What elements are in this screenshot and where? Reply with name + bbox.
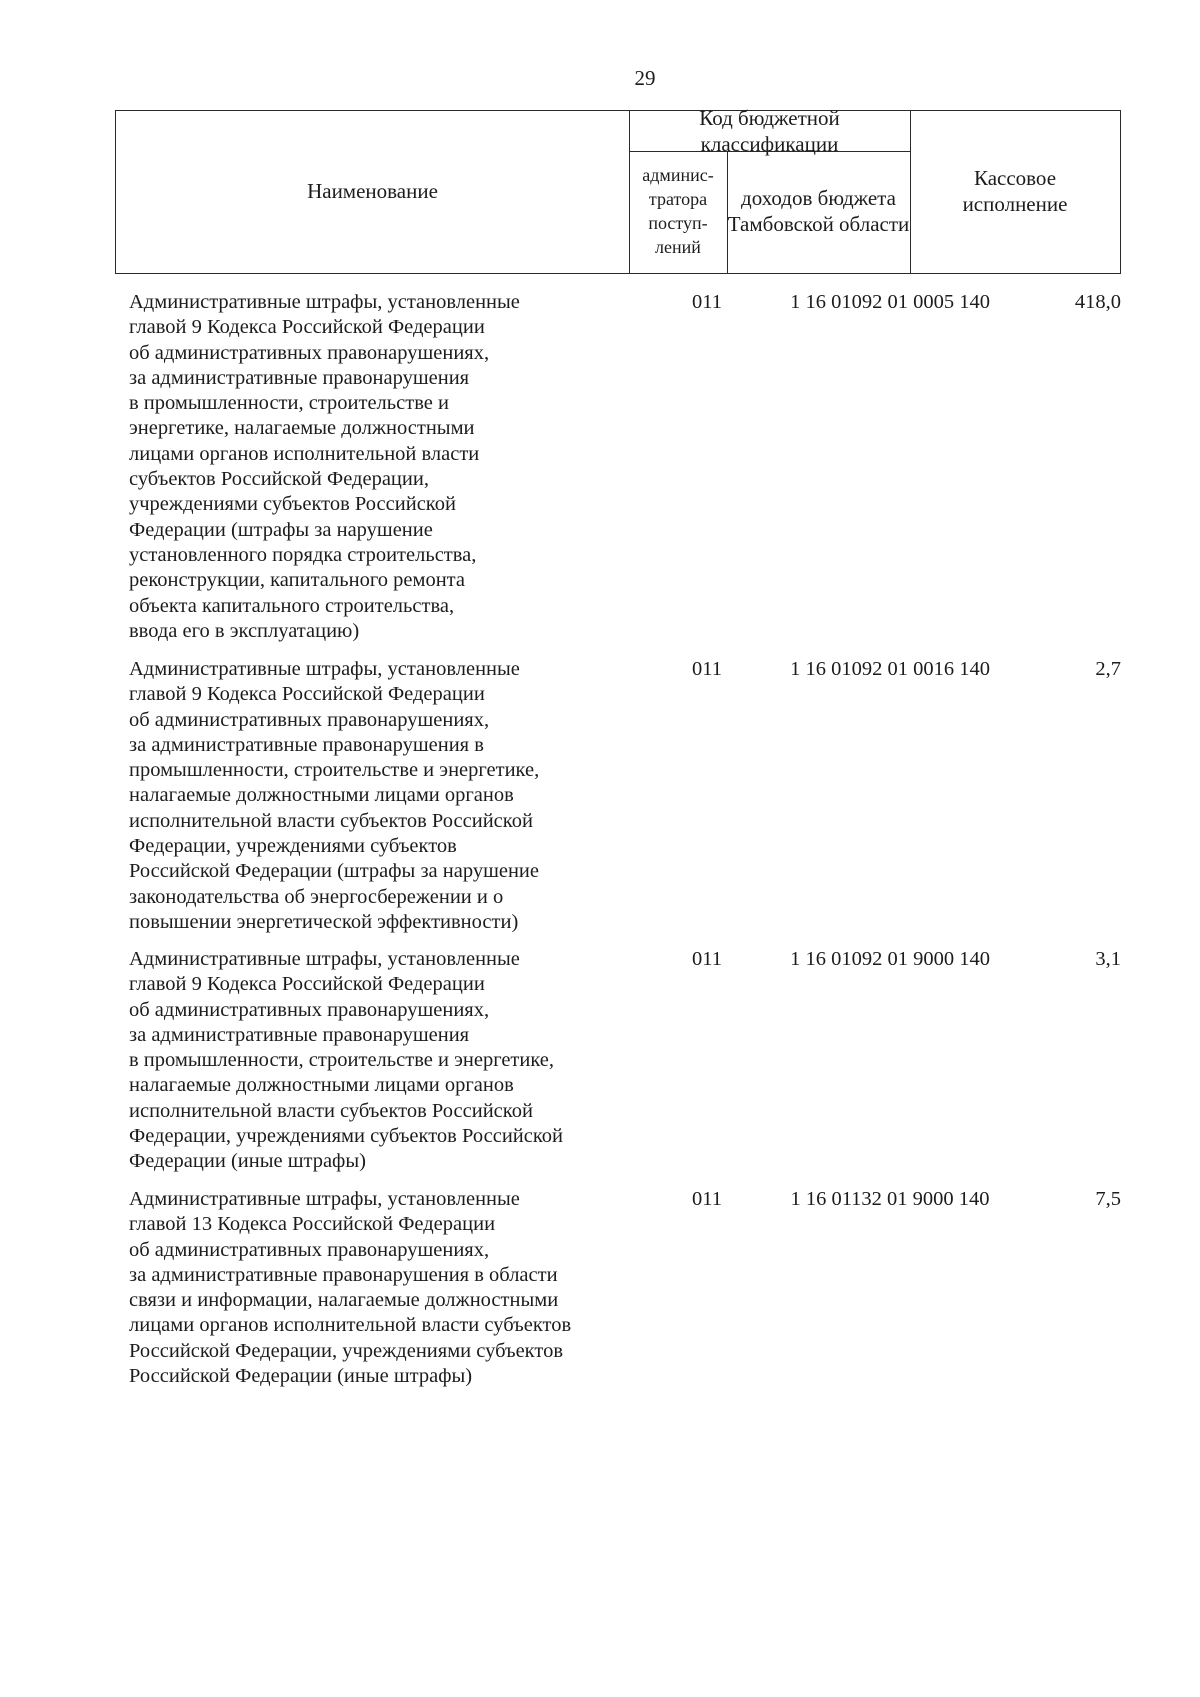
row-name: Административные штрафы, установленные главой 9 Кодекса Российской Федерации об административных правонарушениях, за административные правонарушения в промышленности, строительстве и энергетике, налагаемые должностными лицами органов исполнительной власти субъектов Российской Федерации, учреждениями субъектов Российской Федерации (штрафы за нарушение установленного порядка строительства, реконструкции, капитального ремонта объекта капитального строительства, ввода его в эксплуатацию) — [129, 291, 520, 642]
header-budget-code-group: Код бюджетной классификации — [699, 106, 840, 156]
row-name: Административные штрафы, установленные главой 13 Кодекса Российской Федерации об административных правонарушениях, за административные правонарушения в области связи и информации, налагаемые должностными лицами органов исполнительной власти субъектов Российской Федерации, учреждениями субъектов Российской Федерации (иные штрафы) — [129, 1188, 572, 1388]
table-header — [115, 106, 1121, 274]
row-name: Административные штрафы, установленные главой 9 Кодекса Российской Федерации об административных правонарушениях, за административные правонарушения в промышленности, строительстве и энергетике, налагаемые должностными лицами органов исполнительной власти субъектов Российской Федерации, учреждениями субъектов Российской Федерации (штрафы за нарушение законодательства об энергосбережении и о повышении энергетической эффективности) — [129, 658, 540, 933]
row-amount: 418,0 — [1074, 291, 1121, 313]
row-admin-code: 011 — [692, 291, 722, 313]
row-admin-code: 011 — [692, 1188, 722, 1210]
header-amount: Кассовое исполнение — [962, 166, 1068, 216]
row-income-code: 1 16 01092 01 0005 140 — [790, 291, 990, 313]
row-admin-code: 011 — [692, 948, 722, 970]
row-income-code: 1 16 01092 01 9000 140 — [790, 948, 990, 970]
header-admin: админис- тратора поступ- лений — [642, 165, 714, 257]
row-amount: 2,7 — [1095, 658, 1121, 680]
row-admin-code: 011 — [692, 658, 722, 680]
row-amount: 3,1 — [1095, 948, 1121, 970]
header-income: доходов бюджета Тамбовской области — [727, 186, 910, 236]
row-amount: 7,5 — [1095, 1188, 1121, 1210]
header-name: Наименование — [307, 179, 438, 203]
row-income-code: 1 16 01092 01 0016 140 — [790, 658, 990, 680]
row-income-code: 1 16 01132 01 9000 140 — [790, 1188, 990, 1210]
page-number: 29 — [634, 66, 656, 90]
row-name: Административные штрафы, установленные главой 9 Кодекса Российской Федерации об административных правонарушениях, за административные правонарушения в промышленности, строительстве и энергетике, налагаемые должностными лицами органов исполнительной власти субъектов Российской Федерации, учреждениями субъектов Российской Федерации (иные штрафы) — [129, 948, 563, 1173]
